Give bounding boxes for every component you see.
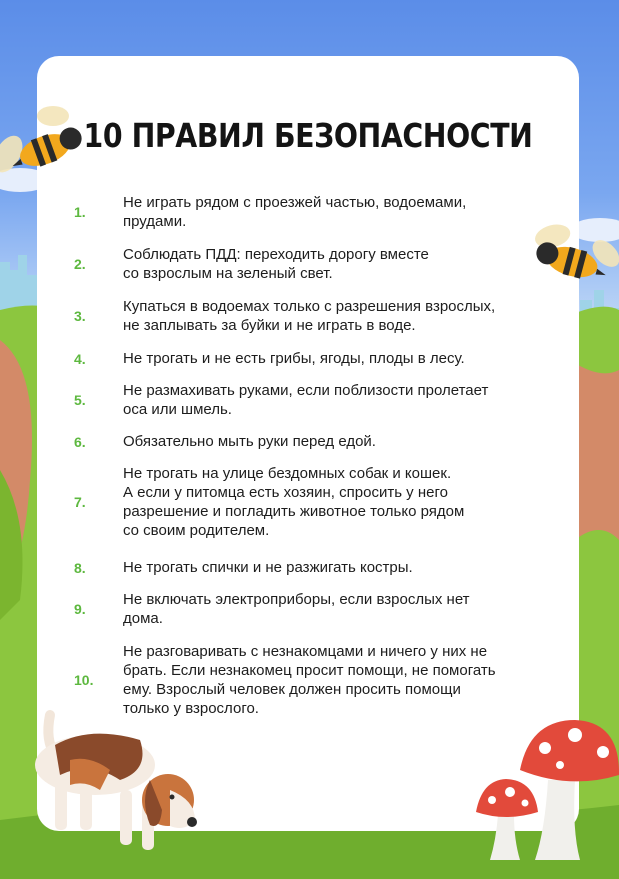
wasp-icon bbox=[0, 95, 86, 183]
rule-text-line: ему. Взрослый человек должен просить помощи bbox=[123, 681, 461, 698]
rule-text-line: Не размахивать руками, если поблизости пролетает bbox=[123, 382, 489, 399]
rule-number: 10. bbox=[74, 672, 94, 688]
rule-number: 7. bbox=[74, 494, 86, 510]
rule-text-line: Не трогать спички и не разжигать костры. bbox=[123, 559, 413, 576]
rule-text-line: Соблюдать ПДД: переходить дорогу вместе bbox=[123, 246, 429, 263]
rule-text-line: разрешение и погладить животное только рядом bbox=[123, 503, 465, 520]
rule-text-line: оса или шмель. bbox=[123, 401, 232, 418]
rule-text-line: Не включать электроприборы, если взрослых нет bbox=[123, 591, 470, 608]
rule-text-line: Не играть рядом с проезжей частью, водоемами, bbox=[123, 194, 467, 211]
dog-illustration bbox=[35, 715, 197, 850]
rule-text-line: со взрослым на зеленый свет. bbox=[123, 265, 333, 282]
rule-number: 6. bbox=[74, 433, 86, 450]
rule-text-line: не заплывать за буйки и не играть в воде. bbox=[123, 317, 416, 334]
rule-text-line: Не разговаривать с незнакомцами и ничего у них не bbox=[123, 643, 488, 660]
rule-number: 8. bbox=[74, 559, 86, 576]
rule-number: 2. bbox=[74, 256, 86, 272]
rule-text-line: Обязательно мыть руки перед едой. bbox=[123, 433, 376, 450]
rule-number: 3. bbox=[74, 308, 86, 324]
rule-text-line: только у взрослого. bbox=[123, 700, 259, 717]
rule-text-line: со своим родителем. bbox=[123, 522, 270, 539]
rule-text-line: Купаться в водоемах только с разрешения взрослых, bbox=[123, 298, 496, 315]
rule-text-line: брать. Если незнакомец просит помощи, не помогать bbox=[123, 662, 496, 679]
rule-number: 4. bbox=[74, 350, 86, 367]
rule-number: 5. bbox=[74, 392, 86, 408]
rule-text-line: Не трогать и не есть грибы, ягоды, плоды в лесу. bbox=[123, 350, 465, 367]
page-title: 10 ПРАВИЛ БЕЗОПАСНОСТИ bbox=[83, 116, 533, 155]
rule-text-line: прудами. bbox=[123, 213, 187, 230]
rule-text-line: А если у питомца есть хозяин, спросить у него bbox=[123, 484, 448, 501]
rule-number: 1. bbox=[74, 204, 86, 220]
mushroom-illustration bbox=[476, 720, 619, 860]
rule-text-line: Не трогать на улице бездомных собак и кошек. bbox=[123, 465, 452, 482]
rule-text-line: дома. bbox=[123, 610, 163, 627]
rule-number: 9. bbox=[74, 601, 86, 617]
